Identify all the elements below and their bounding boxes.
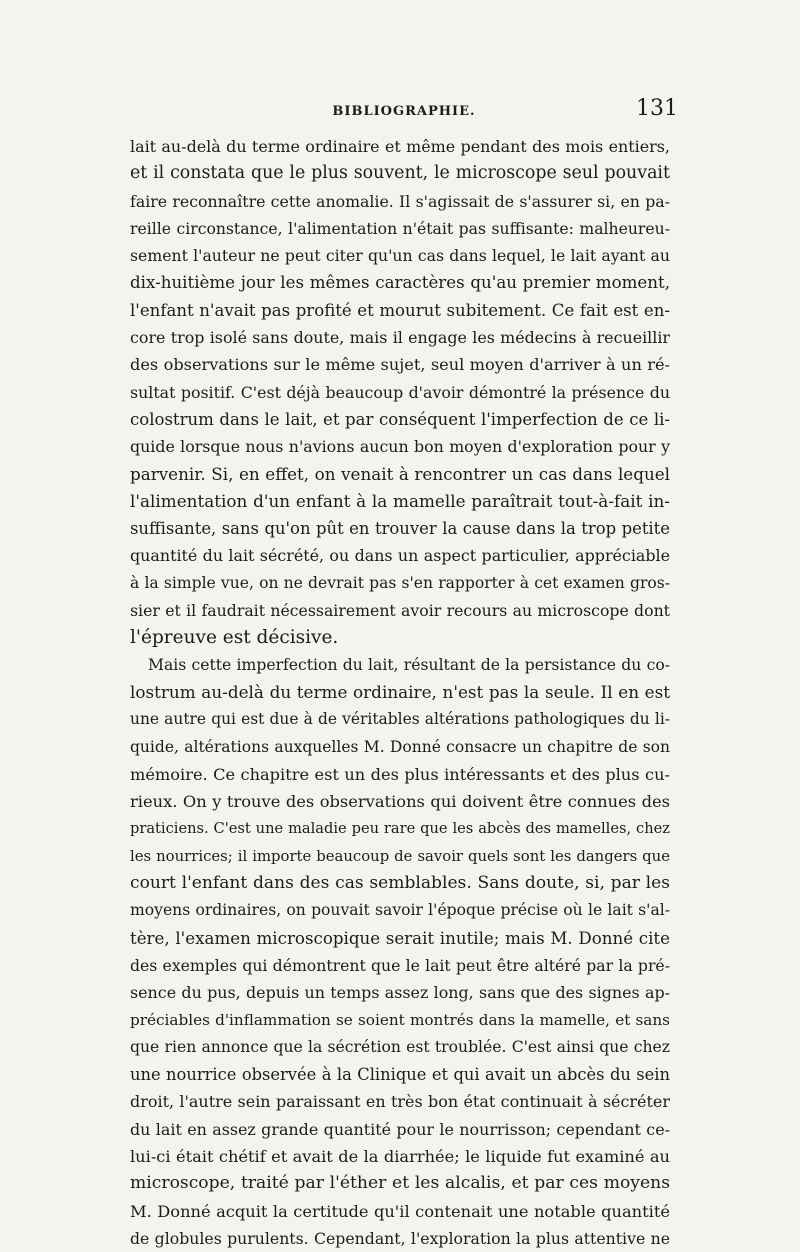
text-line: l'alimentation d'un enfant à la mamelle paraîtrait tout-à-fait in- bbox=[130, 490, 670, 511]
text-line: faire reconnaître cette anomalie. Il s'agissait de s'assurer si, en pa- bbox=[130, 191, 670, 211]
text-line: praticiens. C'est une maladie peu rare que les abcès des mamelles, chez bbox=[130, 820, 670, 838]
text-line: du lait en assez grande quantité pour le nourrisson; cependant ce- bbox=[130, 1119, 670, 1139]
paragraph-first-line: Mais cette imperfection du lait, résultant de la persistance du co- bbox=[148, 655, 670, 674]
text-line: et il constata que le plus souvent, le microscope seul pouvait bbox=[130, 163, 670, 184]
text-line: microscope, traité par l'éther et les alcalis, et par ces moyens bbox=[130, 1173, 670, 1194]
text-line: core trop isolé sans doute, mais il engage les médecins à recueillir bbox=[130, 328, 670, 348]
text-line: dix-huitième jour les mêmes caractères qu'au premier moment, bbox=[130, 273, 670, 293]
text-line: sement l'auteur ne peut citer qu'un cas dans lequel, le lait ayant au bbox=[130, 246, 670, 266]
text-line: droit, l'autre sein paraissant en très bon état continuait à sécréter bbox=[130, 1092, 670, 1112]
text-line: reille circonstance, l'alimentation n'était pas suffisante: malheureu- bbox=[130, 218, 670, 238]
text-line: quantité du lait sécrété, ou dans un aspect particulier, appréciable bbox=[130, 546, 670, 566]
text-line: M. Donné acquit la certitude qu'il contenait une notable quantité bbox=[130, 1201, 670, 1221]
text-line: les nourrices; il importe beaucoup de savoir quels sont les dangers que bbox=[130, 847, 670, 865]
text-line: une nourrice observée à la Clinique et qui avait un abcès du sein bbox=[130, 1065, 670, 1085]
paragraph-end-line: l'épreuve est décisive. bbox=[130, 627, 339, 649]
page-number: 131 bbox=[636, 96, 678, 121]
text-line: sultat positif. C'est déjà beaucoup d'avoir démontré la présence du bbox=[130, 382, 670, 402]
text-line: moyens ordinaires, on pouvait savoir l'époque précise où le lait s'al- bbox=[130, 901, 670, 920]
text-line: quide lorsque nous n'avions aucun bon moyen d'exploration pour y bbox=[130, 437, 670, 457]
text-line: des observations sur le même sujet, seul moyen d'arriver à un ré- bbox=[130, 355, 670, 375]
text-line: parvenir. Si, en effet, on venait à rencontrer un cas dans lequel bbox=[130, 463, 670, 484]
text-line: préciables d'inflammation se soient montrés dans la mamelle, et sans bbox=[130, 1010, 670, 1029]
text-line: lait au-delà du terme ordinaire et même pendant des mois entiers, bbox=[130, 137, 670, 156]
text-line: à la simple vue, on ne devrait pas s'en rapporter à cet examen gros- bbox=[130, 573, 670, 592]
text-line: suffisante, sans qu'on pût en trouver la cause dans la trop petite bbox=[130, 519, 670, 539]
text-line: des exemples qui démontrent que le lait peut être altéré par la pré- bbox=[130, 955, 670, 975]
running-head bbox=[130, 96, 678, 126]
text-line: sence du pus, depuis un temps assez long, sans que des signes ap- bbox=[130, 983, 670, 1003]
text-line: une autre qui est due à de véritables altérations pathologiques du li- bbox=[130, 710, 670, 729]
text-line: lostrum au-delà du terme ordinaire, n'est pas la seule. Il en est bbox=[130, 681, 670, 702]
running-title: BIBLIOGRAPHIE. bbox=[332, 104, 476, 119]
text-line: de globules purulents. Cependant, l'exploration la plus attentive ne bbox=[130, 1228, 670, 1248]
text-line: que rien annonce que la sécrétion est troublée. C'est ainsi que chez bbox=[130, 1037, 670, 1056]
body-text bbox=[130, 133, 670, 1252]
text-line: l'enfant n'avait pas profité et mourut subitement. Ce fait est en- bbox=[130, 300, 670, 320]
text-line: mémoire. Ce chapitre est un des plus intéressants et des plus cu- bbox=[130, 764, 670, 784]
text-line: sier et il faudrait nécessairement avoir recours au microscope dont bbox=[130, 601, 670, 621]
text-line: colostrum dans le lait, et par conséquent l'imperfection de ce li- bbox=[130, 409, 670, 429]
text-line: lui-ci était chétif et avait de la diarrhée; le liquide fut examiné au bbox=[130, 1146, 670, 1166]
text-line: rieux. On y trouve des observations qui doivent être connues des bbox=[130, 792, 670, 812]
text-line: quide, altérations auxquelles M. Donné consacre un chapitre de son bbox=[130, 737, 670, 756]
text-line: tère, l'examen microscopique serait inutile; mais M. Donné cite bbox=[130, 928, 670, 948]
text-line: court l'enfant dans des cas semblables. Sans doute, si, par les bbox=[130, 873, 670, 894]
